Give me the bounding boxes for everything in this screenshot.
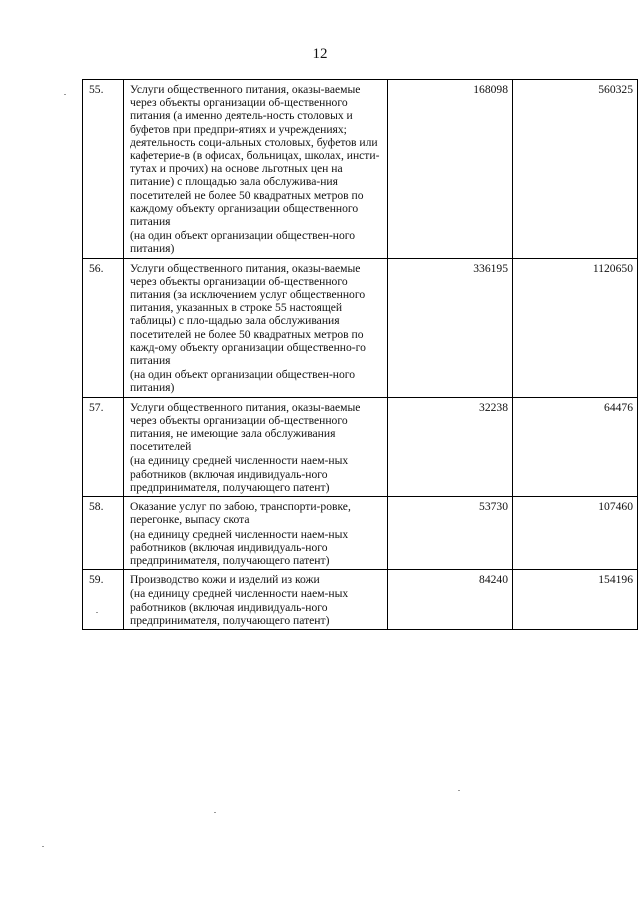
row-number: 56. <box>83 258 124 397</box>
service-name: Услуги общественного питания, оказы-ваемые через объекты организации об-щественного питания (за исключением услуг общественного питания, указанных в строке 55 настоящей таблицы) с пло-щадью зала обслуживания посетителей не более 50 квадратных метров по кажд-ому объекту организации общественно-го питания <box>130 261 366 368</box>
table-row <box>83 80 638 259</box>
value-1: 168098 <box>388 80 513 259</box>
page-number: 12 <box>312 46 328 62</box>
value-2: 107460 <box>513 497 638 570</box>
table-row <box>83 570 638 630</box>
row-number: 59. <box>83 570 124 630</box>
table-row <box>83 258 638 397</box>
row-number: 57. <box>83 397 124 496</box>
scan-speck <box>214 812 216 813</box>
service-name: Услуги общественного питания, оказы-ваемые через объекты организации об-щественного питания (а именно деятель-ность столовых и буфетов при предпри-ятиях и учреждениях; деятельность соци-альных столовых, буфетов или кафетерие-в (в офисах, больницах, школах, инсти-тутах и прочих) на основе льготных цен на питание) с площадью зала обслужива-ния посетителей не более 50 квадратных метров по каждому объекту организации общественного питания <box>130 83 380 229</box>
scan-speck <box>64 94 66 95</box>
row-number: 58. <box>83 497 124 570</box>
value-1: 84240 <box>388 570 513 630</box>
value-2: 64476 <box>513 397 638 496</box>
unit-note: (на единицу средней численности наем-ных работников (включая индивидуаль-ного предпринимателя, получающего патент) <box>130 454 349 494</box>
service-name: Производство кожи и изделий из кожи <box>130 573 320 587</box>
scan-speck <box>458 790 460 791</box>
value-1: 32238 <box>388 397 513 496</box>
tariff-table <box>82 79 638 630</box>
unit-note: (на единицу средней численности наем-ных работников (включая индивидуаль-ного предпринимателя, получающего патент) <box>130 587 349 627</box>
scan-speck <box>96 612 98 613</box>
value-2: 154196 <box>513 570 638 630</box>
row-description <box>124 397 388 496</box>
table-row <box>83 497 638 570</box>
value-1: 53730 <box>388 497 513 570</box>
value-2: 1120650 <box>513 258 638 397</box>
row-description <box>124 258 388 397</box>
value-2: 560325 <box>513 80 638 259</box>
row-description <box>124 497 388 570</box>
service-name: Оказание услуг по забою, транспорти-ровке, перегонке, выпасу скота <box>130 500 351 527</box>
row-description <box>124 80 388 259</box>
row-number: 55. <box>83 80 124 259</box>
value-1: 336195 <box>388 258 513 397</box>
unit-note: (на единицу средней численности наем-ных работников (включая индивидуаль-ного предпринимателя, получающего патент) <box>130 527 349 567</box>
unit-note: (на один объект организации обществен-ного питания) <box>130 368 356 395</box>
table-row <box>83 397 638 496</box>
row-description <box>124 570 388 630</box>
scan-speck <box>42 846 44 847</box>
unit-note: (на один объект организации обществен-ного питания) <box>130 229 356 256</box>
service-name: Услуги общественного питания, оказы-ваемые через объекты организации об-щественного питания, не имеющие зала обслуживания посетителей <box>130 400 361 454</box>
